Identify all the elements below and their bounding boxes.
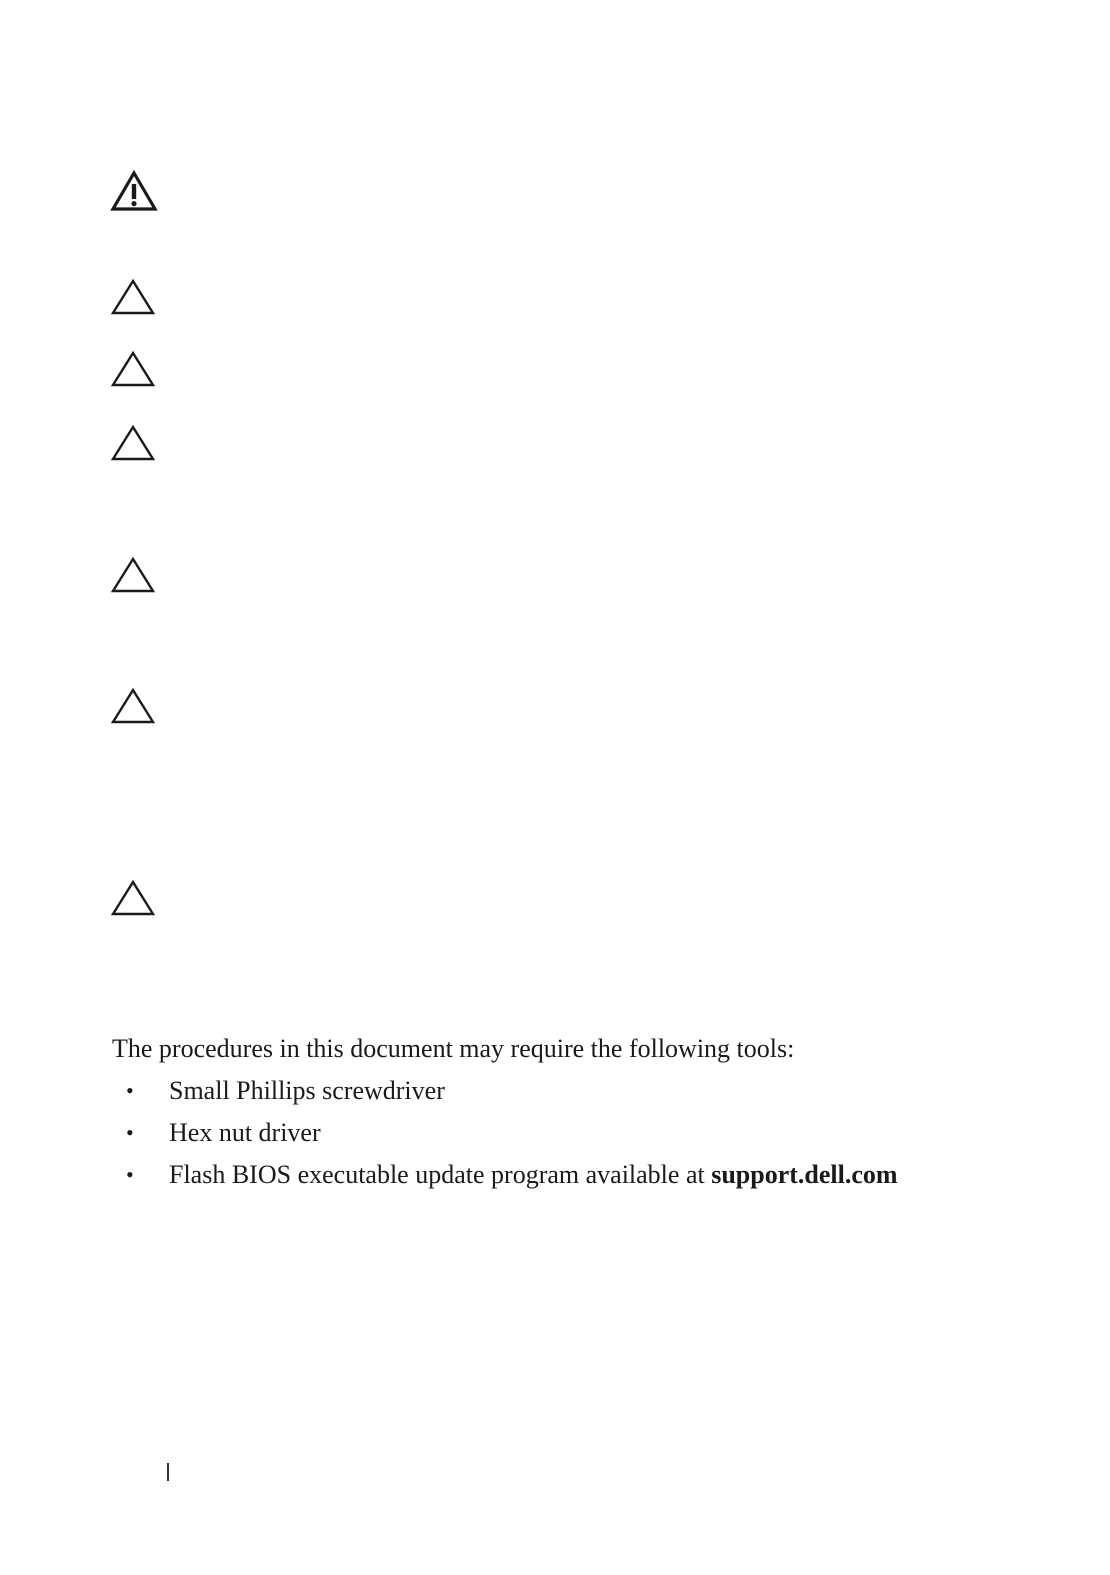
bullet: •: [126, 1120, 134, 1145]
tool-text: Hex nut driver: [169, 1118, 321, 1147]
bullet: •: [126, 1078, 134, 1103]
list-item: [112, 1074, 1032, 1108]
tool-text: Flash BIOS executable update program available at: [169, 1160, 712, 1189]
page-divider: [167, 1463, 169, 1481]
list-item: [112, 1158, 1032, 1192]
tools-intro: The procedures in this document may require the following tools:: [112, 1034, 795, 1063]
support-link[interactable]: support.dell.com: [711, 1160, 898, 1189]
caution-icon: [110, 424, 156, 462]
tool-text: Small Phillips screwdriver: [169, 1076, 445, 1105]
tools-section: [112, 1032, 1032, 1200]
tools-list: [112, 1074, 1032, 1192]
caution-icon: [110, 879, 156, 917]
caution-icon: [110, 687, 156, 725]
list-item: [112, 1116, 1032, 1150]
bullet: •: [126, 1162, 134, 1187]
caution-icon: [110, 278, 156, 316]
caution-icon: [110, 350, 156, 388]
warning-icon: [110, 170, 158, 212]
caution-icon: [110, 556, 156, 594]
